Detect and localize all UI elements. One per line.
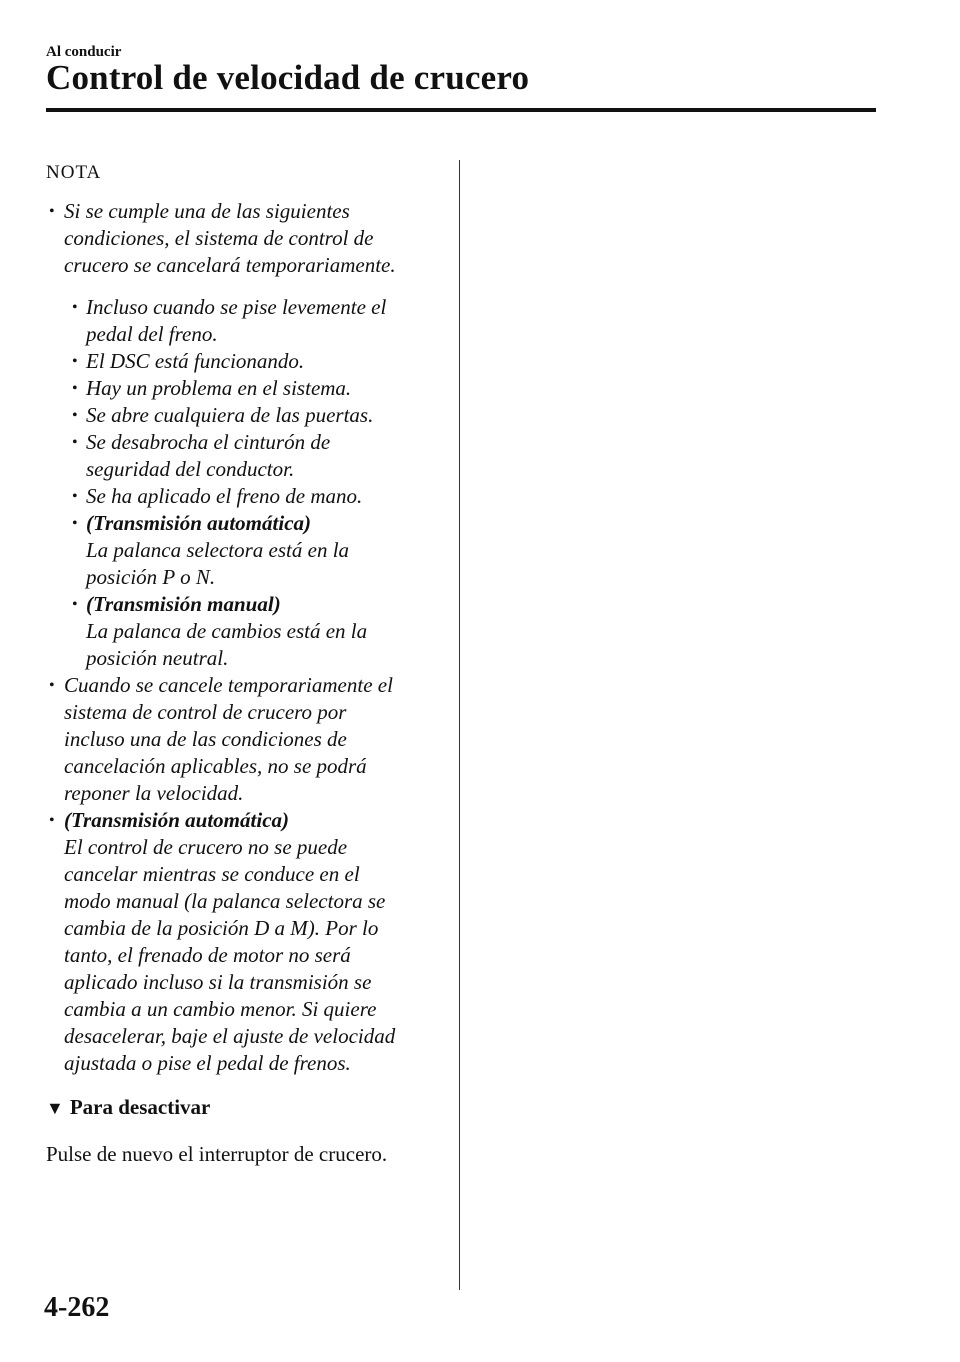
note-item [46,672,446,807]
note-subitem-heading: (Transmisión manual) [86,592,281,616]
note-item-heading: (Transmisión automática) [64,808,290,832]
section-label: Al conducir [46,44,122,60]
note-subitem-line: Se abre cualquiera de las puertas. [86,403,374,427]
section-body: Pulse de nuevo el interruptor de crucero. [46,1142,388,1166]
note-subitem-line: Hay un problema en el sistema. [86,376,352,400]
note-item-line: El control de crucero no se puede [64,835,348,859]
bullet-dot-icon: • [72,380,78,397]
note-item-line: modo manual (la palanca selectora se [64,889,386,913]
page-title: Control de velocidad de crucero [46,58,530,97]
bullet-dot-icon: • [72,488,78,505]
note-item-line: ajustada o pise el pedal de frenos. [64,1051,351,1075]
bullet-dot-icon: • [72,353,78,370]
title-rule [46,108,876,112]
note-item [46,198,446,279]
bullet-dot-icon: • [72,515,78,532]
note-subitem-line: El DSC está funcionando. [86,349,305,373]
note-subitem-heading: (Transmisión automática) [86,511,312,535]
note-item-line: crucero se cancelará temporariamente. [64,253,396,277]
note-item-line: cancelar mientras se conduce en el [64,862,360,886]
note-item-line: Si se cumple una de las siguientes [64,199,350,223]
note-item-line: reponer la velocidad. [64,781,244,805]
note-subitem-line: pedal del freno. [86,322,218,346]
note-item-line: Cuando se cancele temporariamente el [64,673,393,697]
note-item-line: tanto, el frenado de motor no será [64,943,351,967]
note-subitem [46,483,446,510]
note-subitem [46,510,446,591]
note-subitem [46,402,446,429]
note-subitem-line: posición neutral. [86,646,229,670]
section-heading-text: Para desactivar [69,1095,211,1119]
note-subitem-line: Incluso cuando se pise levemente el [86,295,387,319]
triangle-down-icon: ▼ [46,1098,64,1118]
page-number: 4-262 [44,1292,110,1323]
left-column [46,160,446,1168]
note-item-line: condiciones, el sistema de control de [64,226,374,250]
note-subitem [46,294,446,348]
note-subitem [46,429,446,483]
note-subitem-line: Se desabrocha el cinturón de [86,430,331,454]
note-subitem-line: seguridad del conductor. [86,457,295,481]
bullet-dot-icon: • [49,812,55,829]
note-item-line: desacelerar, baje el ajuste de velocidad [64,1024,396,1048]
note-subitem-line: Se ha aplicado el freno de mano. [86,484,363,508]
note-item-line: sistema de control de crucero por [64,700,347,724]
bullet-dot-icon: • [49,203,55,220]
note-item [46,807,446,1077]
note-label: NOTA [46,162,102,183]
note-subitem [46,348,446,375]
note-item-line: cancelación aplicables, no se podrá [64,754,367,778]
note-subitem [46,591,446,672]
bullet-dot-icon: • [72,407,78,424]
section-heading [46,1093,446,1122]
note-item-line: aplicado incluso si la transmisión se [64,970,372,994]
note-item-line: cambia de la posición D a M). Por lo [64,916,379,940]
note-subitem-line: La palanca selectora está en la [86,538,350,562]
column-divider [459,160,460,1290]
note-subitem-line: posición P o N. [86,565,216,589]
note-item-line: cambia a un cambio menor. Si quiere [64,997,377,1021]
bullet-dot-icon: • [72,299,78,316]
bullet-dot-icon: • [72,596,78,613]
note-subitem-line: La palanca de cambios está en la [86,619,368,643]
bullet-dot-icon: • [72,434,78,451]
note-item-line: incluso una de las condiciones de [64,727,347,751]
note-subitem [46,375,446,402]
bullet-dot-icon: • [49,677,55,694]
